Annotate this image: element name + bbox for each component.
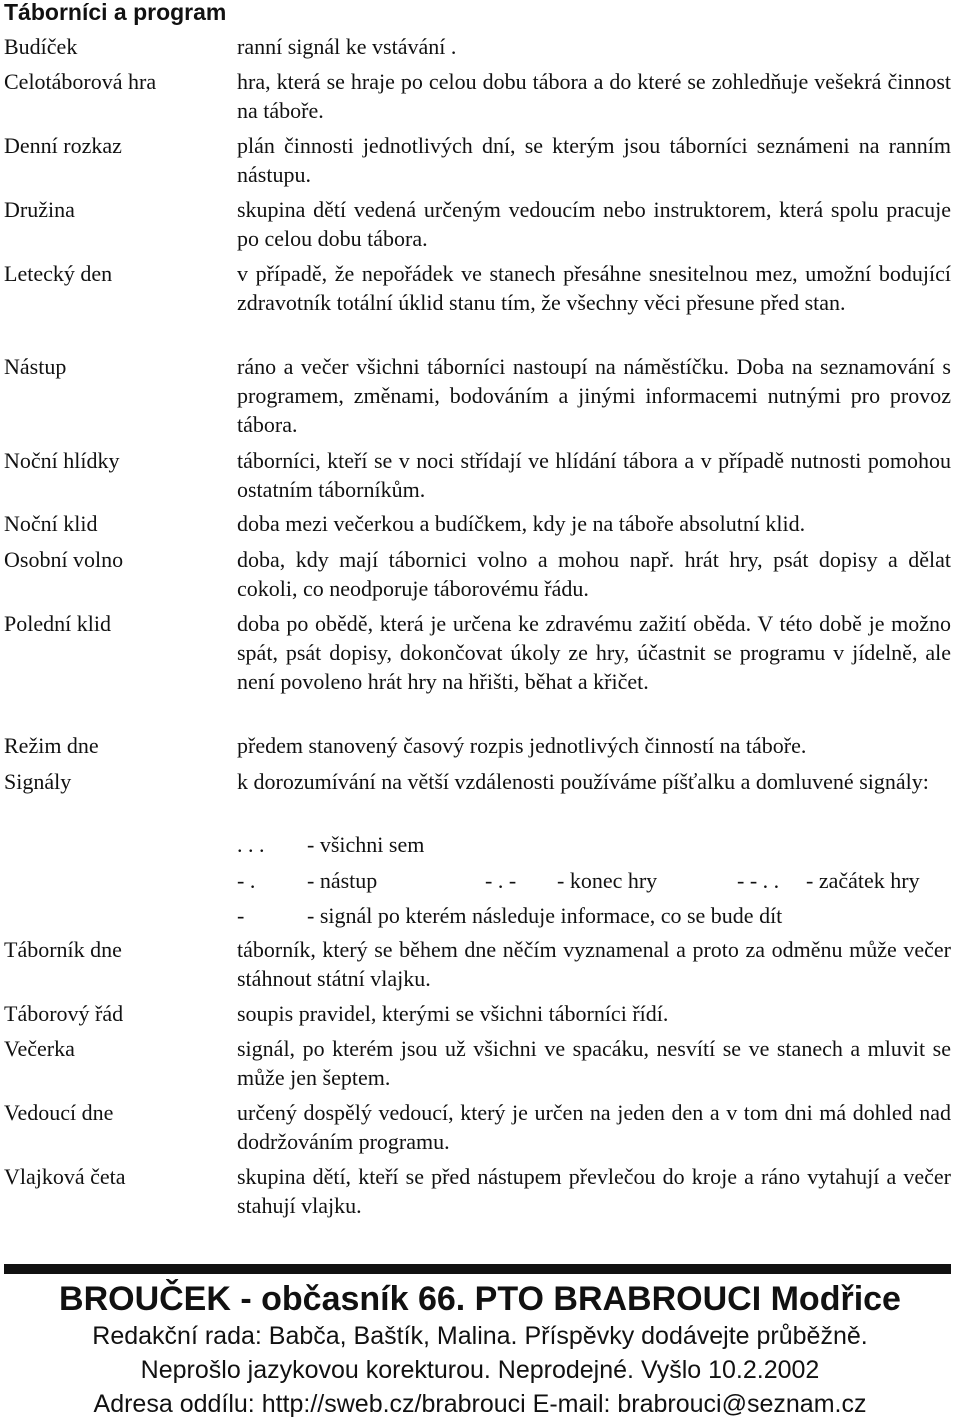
definition-nocni-klid: doba mezi večerkou a budíčkem, kdy je na táboře absolutní klid.	[237, 511, 806, 536]
definition-poledni-klid: doba po obědě, která je určena ke zdravému zažití oběda. V této době je možno spát, psát dopisy, dokončovat úkoly ze hry, účastnit se programu v jídelně, ale není povoleno hrát hry na hřišti, běhat a křičet.	[237, 611, 951, 694]
term-denni-rozkaz: Denní rozkaz	[4, 133, 122, 158]
definition-vecerka: signál, po kterém jsou už všichni ve spacáku, nesvítí se ve stanech a mluvit se může jen šeptem.	[237, 1036, 951, 1090]
definition-druzina: skupina dětí vedená určeným vedoucím nebo instruktorem, která spolu pracuje po celou dobu tábora.	[237, 197, 951, 251]
signal-code: - - . .	[737, 868, 780, 893]
definition-osobni-volno: doba, kdy mají tábornici volno a mohou např. hrát hry, psát dopisy a dělat cokoli, co neodporuje táborovému řádu.	[237, 547, 951, 601]
term-vedouci-dne: Vedoucí dne	[4, 1100, 114, 1125]
definition-celotaborova-hra: hra, která se hraje po celou dobu tábora a do které se zohledňuje vešekrá činnost na táboře.	[237, 69, 951, 123]
term-druzina: Družina	[4, 197, 75, 222]
editorial-board: Redakční rada: Babča, Baštík, Malina. Příspěvky dodávejte průběžně.	[92, 1322, 868, 1350]
term-signaly: Signály	[4, 769, 72, 794]
definition-vlajkova-ceta: skupina dětí, kteří se před nástupem převlečou do kroje a ráno vytahují a večer stahují vlajku.	[237, 1164, 951, 1218]
term-budicek: Budíček	[4, 34, 78, 59]
term-osobni-volno: Osobní volno	[4, 547, 124, 572]
definition-signaly: k dorozumívání na větší vzdálenosti používáme píšťalku a domluvené signály:	[237, 769, 929, 794]
signal-code: . . .	[237, 832, 265, 857]
definition-nastup: ráno a večer všichni táborníci nastoupí na náměstíčku. Doba na seznamování s programem, změnami, bodováním a jinými informacemi nutnými pro provoz tábora.	[237, 354, 951, 437]
definition-denni-rozkaz: plán činnosti jednotlivých dní, se kterým jsou táborníci seznámeni na ranním nástupu.	[237, 133, 951, 187]
definition-tabornik-dne: táborník, který se během dne něčím vyznamenal a proto za odměnu může večer stáhnout státní vlajku.	[237, 937, 951, 991]
footer-divider	[4, 1264, 951, 1274]
definition-vedouci-dne: určený dospělý vedoucí, který je určen na jeden den a v tom dni má dohled nad dodržováním programu.	[237, 1100, 951, 1154]
definition-rezim-dne: předem stanovený časový rozpis jednotlivých činností na táboře.	[237, 733, 807, 758]
term-poledni-klid: Polední klid	[4, 611, 111, 636]
newsletter-title-text: BROUČEK - občasník 66. PTO BRABROUCI Modřice	[59, 1280, 901, 1318]
signal-meaning: - nástup	[307, 868, 378, 893]
signal-code: - .	[237, 868, 256, 893]
definition-budicek: ranní signál ke vstávání .	[237, 34, 457, 59]
definition-letecky-den: v případě, že nepořádek ve stanech přesáhne snesitelnou mez, umožní bodující zdravotník totální úklid stanu tím, že všechny věci přesune před stan.	[237, 261, 951, 315]
term-taborovy-rad: Táborový řád	[4, 1001, 124, 1026]
signal-meaning: - začátek hry	[806, 868, 920, 893]
term-nocni-klid: Noční klid	[4, 511, 98, 536]
signal-code: -	[237, 903, 245, 928]
signal-code: - . -	[485, 868, 517, 893]
definition-taborovy-rad: soupis pravidel, kterými se všichni táborníci řídí.	[237, 1001, 669, 1026]
page-title: Táborníci a program	[4, 0, 227, 25]
contact-info: Adresa oddílu: http://sweb.cz/brabrouci E-mail: brabrouci@seznam.cz	[93, 1390, 867, 1418]
signal-meaning: - všichni sem	[307, 832, 425, 857]
publication-note: Neprošlo jazykovou korekturou. Neprodejné. Vyšlo 10.2.2002	[140, 1356, 820, 1384]
signal-meaning: - konec hry	[557, 868, 658, 893]
term-nastup: Nástup	[4, 354, 67, 379]
term-tabornik-dne: Táborník dne	[4, 937, 122, 962]
term-nocni-hlidky: Noční hlídky	[4, 448, 120, 473]
term-vecerka: Večerka	[4, 1036, 75, 1061]
term-letecky-den: Letecký den	[4, 261, 113, 286]
definition-nocni-hlidky: táborníci, kteří se v noci střídají ve hlídání tábora a v případě nutnosti pomohou ostatním táborníkům.	[237, 448, 951, 502]
signal-meaning: - signál po kterém následuje informace, co se bude dít	[307, 903, 783, 928]
term-celotaborova-hra: Celotáborová hra	[4, 69, 157, 94]
newsletter-title	[0, 1279, 960, 1319]
term-rezim-dne: Režim dne	[4, 733, 99, 758]
term-vlajkova-ceta: Vlajková četa	[4, 1164, 126, 1189]
